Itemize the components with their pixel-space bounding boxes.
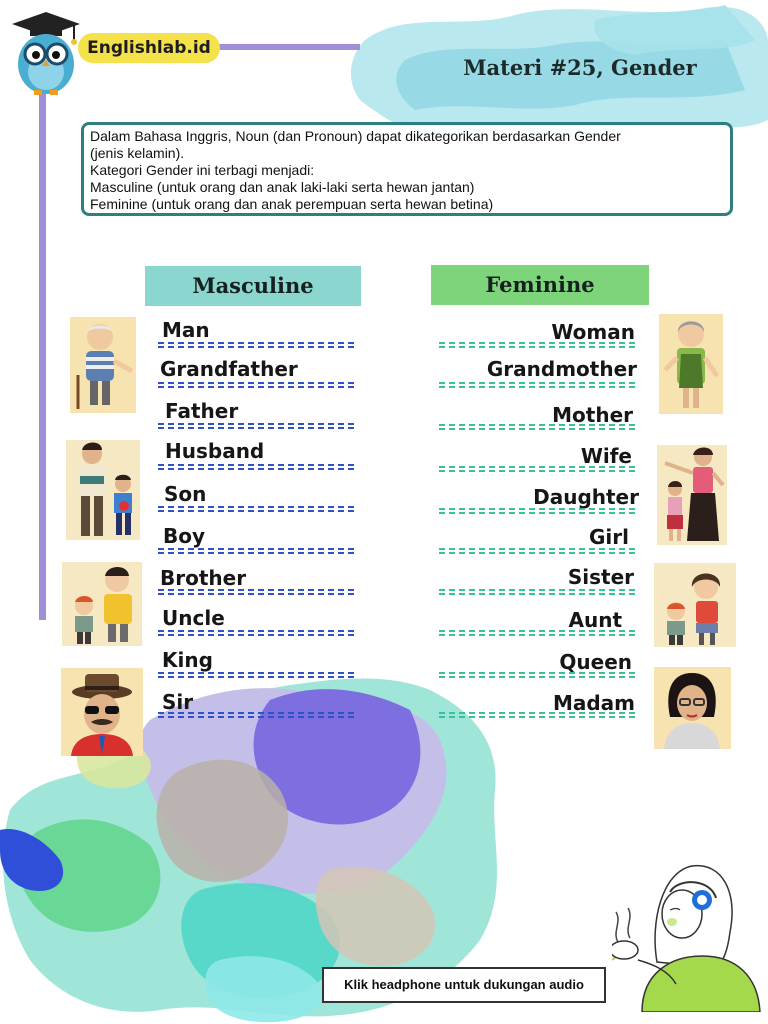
masculine-word: King: [162, 648, 213, 672]
dashed-underline: [158, 506, 354, 512]
grandmother-illustration: [659, 314, 723, 414]
dashed-underline: [439, 712, 635, 718]
feminine-heading: Feminine: [431, 265, 649, 305]
headphone-icon[interactable]: [612, 852, 762, 1012]
dashed-underline: [158, 548, 354, 554]
intro-line: (jenis kelamin).: [90, 145, 185, 161]
feminine-word: Daughter: [533, 485, 639, 509]
page-title: Materi #25, Gender: [463, 55, 697, 80]
decorative-horizontal-line: [205, 44, 360, 50]
masculine-word: Son: [164, 482, 207, 506]
intro-box: [81, 122, 733, 216]
dashed-underline: [158, 630, 354, 636]
feminine-word: Madam: [552, 691, 635, 715]
masculine-word: Sir: [162, 690, 194, 714]
feminine-word: Aunt: [568, 608, 622, 632]
feminine-word: Wife: [580, 444, 632, 468]
dashed-underline: [439, 589, 635, 595]
sir-illustration: [61, 668, 143, 756]
dashed-underline: [439, 672, 635, 678]
feminine-word: Mother: [552, 403, 633, 427]
feminine-word: Girl: [589, 525, 629, 549]
dashed-underline: [439, 630, 635, 636]
dashed-underline: [158, 423, 354, 429]
intro-line: Masculine (untuk orang dan anak laki-laki serta hewan jantan): [90, 179, 475, 195]
dashed-underline: [158, 464, 354, 470]
owl-graduate-icon: [8, 8, 84, 96]
dashed-underline: [158, 672, 354, 678]
dashed-underline: [158, 589, 354, 595]
intro-line: Kategori Gender ini terbagi menjadi:: [90, 162, 315, 178]
masculine-heading: Masculine: [145, 266, 361, 306]
masculine-word: Grandfather: [160, 357, 298, 381]
decorative-vertical-line: [39, 78, 46, 620]
mother-daughter-illustration: [657, 445, 727, 545]
dashed-underline: [439, 382, 635, 388]
dashed-underline: [439, 342, 635, 348]
masculine-word: Man: [162, 318, 210, 342]
father-son-illustration: [66, 440, 140, 540]
brand-logo-text: Englishlab.id: [78, 33, 220, 63]
sisters-illustration: [654, 563, 736, 647]
dashed-underline: [439, 424, 635, 430]
dashed-underline: [439, 548, 635, 554]
audio-instruction: Klik headphone untuk dukungan audio: [322, 967, 606, 1003]
intro-line: Dalam Bahasa Inggris, Noun (dan Pronoun) dapat dikategorikan berdasarkan Gender: [90, 128, 621, 144]
masculine-word: Uncle: [162, 606, 225, 630]
grandfather-illustration: [70, 317, 136, 413]
dashed-underline: [439, 508, 635, 514]
madam-illustration: [654, 667, 731, 749]
dashed-underline: [158, 712, 354, 718]
intro-line: Feminine (untuk orang dan anak perempuan serta hewan betina): [90, 196, 494, 212]
masculine-word: Husband: [165, 439, 265, 463]
feminine-word: Sister: [567, 565, 634, 589]
feminine-word: Queen: [559, 650, 632, 674]
masculine-word: Boy: [163, 524, 206, 548]
dashed-underline: [439, 466, 635, 472]
feminine-word: Grandmother: [486, 357, 637, 381]
dashed-underline: [158, 382, 354, 388]
masculine-word: Father: [165, 399, 239, 423]
dashed-underline: [158, 342, 354, 348]
masculine-word: Brother: [160, 566, 247, 590]
brothers-illustration: [62, 562, 142, 646]
feminine-word: Woman: [551, 320, 635, 344]
